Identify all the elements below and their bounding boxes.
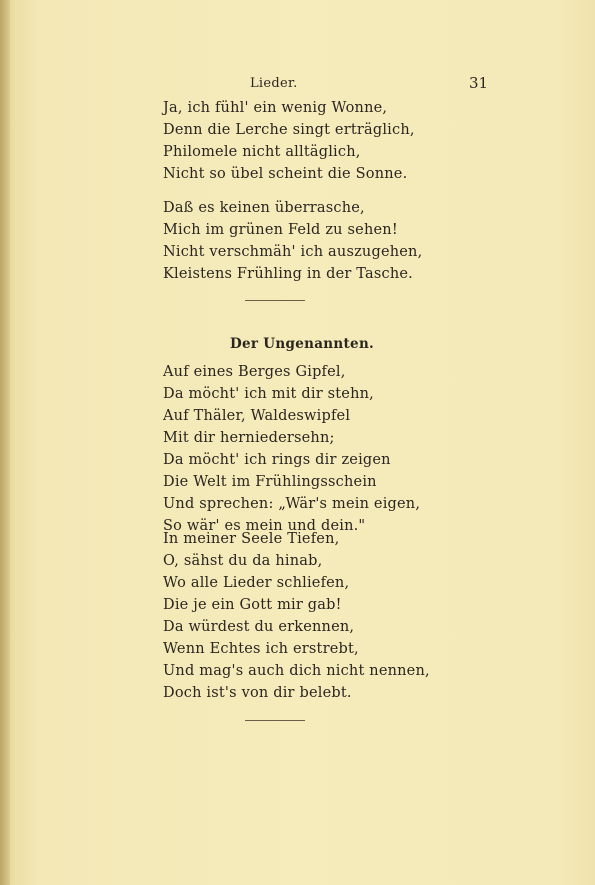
verse-line: Und sprechen: „Wär's mein eigen,: [163, 496, 421, 512]
running-head: Lieder.: [250, 76, 298, 91]
poem1-stanza-2: [163, 197, 422, 285]
verse-line: Wo alle Lieder schliefen,: [163, 575, 350, 591]
verse-line: Denn die Lerche singt erträglich,: [163, 122, 415, 138]
verse-line: Nicht verschmäh' ich auszugehen,: [163, 244, 423, 260]
verse-line: Doch ist's von dir belebt.: [163, 685, 352, 701]
verse-line: Mich im grünen Feld zu sehen!: [163, 222, 398, 238]
poem2-stanza-1: [163, 361, 420, 537]
verse-line: O, sähst du da hinab,: [163, 553, 323, 569]
page-number: 31: [469, 74, 489, 92]
verse-line: In meiner Seele Tiefen,: [163, 531, 340, 547]
verse-line: Und mag's auch dich nicht nennen,: [163, 663, 430, 679]
verse-line: Wenn Echtes ich erstrebt,: [163, 641, 359, 657]
verse-line: Da möcht' ich mit dir stehn,: [163, 386, 374, 402]
page-gutter: [0, 0, 10, 885]
verse-line: Daß es keinen überrasche,: [163, 200, 365, 216]
poem-title: Der Ungenannten.: [230, 336, 375, 352]
section-divider: [245, 300, 305, 301]
verse-line: Philomele nicht alltäglich,: [163, 144, 361, 160]
verse-line: So wär' es mein und dein.": [163, 518, 366, 534]
poem2-stanza-2: [163, 528, 430, 704]
verse-line: Auf Thäler, Waldeswipfel: [163, 408, 351, 424]
section-divider: [245, 720, 305, 721]
poem1-stanza-1: [163, 97, 415, 185]
verse-line: Die Welt im Frühlingsschein: [163, 474, 377, 490]
verse-line: Mit dir herniedersehn;: [163, 430, 335, 446]
verse-line: Da würdest du erkennen,: [163, 619, 355, 635]
verse-line: Auf eines Berges Gipfel,: [163, 364, 346, 380]
verse-line: Kleistens Frühling in der Tasche.: [163, 266, 413, 282]
verse-line: Die je ein Gott mir gab!: [163, 597, 342, 613]
verse-line: Nicht so übel scheint die Sonne.: [163, 166, 408, 182]
verse-line: Ja, ich fühl' ein wenig Wonne,: [163, 100, 388, 116]
verse-line: Da möcht' ich rings dir zeigen: [163, 452, 391, 468]
